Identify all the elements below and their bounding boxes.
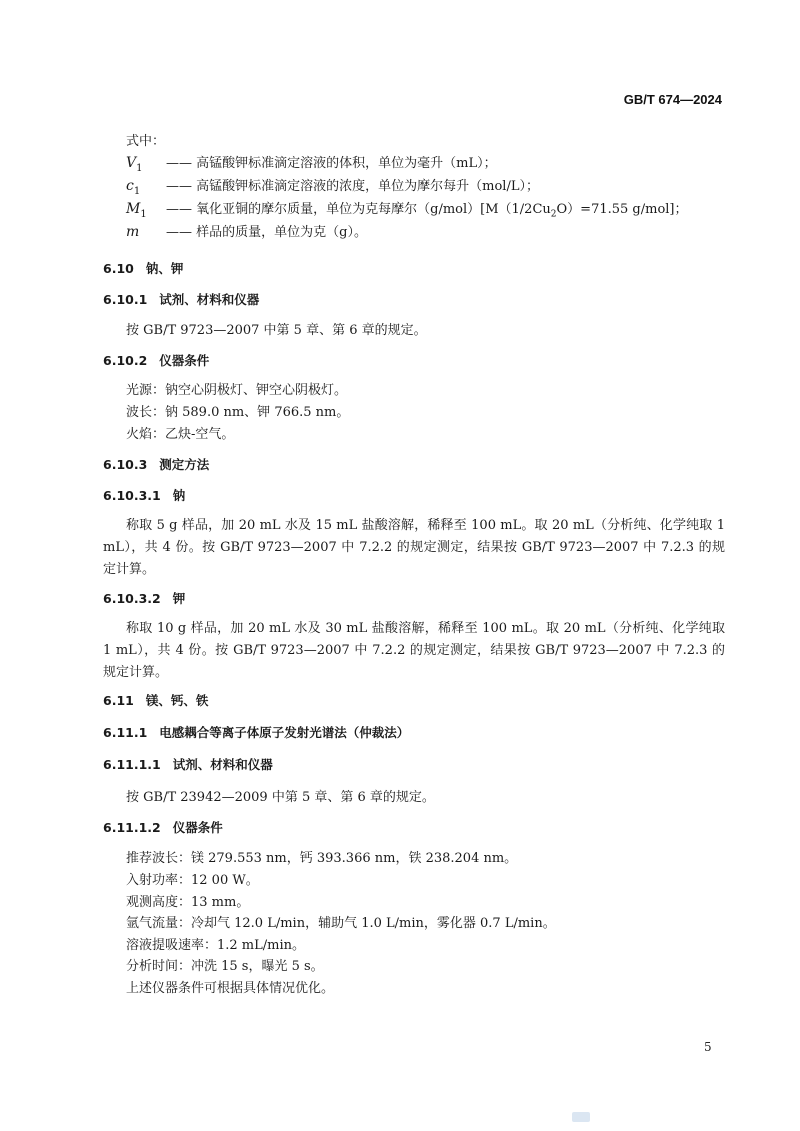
legend-item-m bbox=[103, 221, 725, 244]
paragraph-6-10-3-1: 称取 5 g 样品，加 20 mL 水及 15 mL 盐酸溶解，稀释至 100 mL。取 20 mL（分析纯、化学纯取 1 mL），共 4 份。按 GB/T 9723—2007 中 7.2.2 的规定测定，结果按 GB/T 9723—2007 中 7.2.3 的规定计算。 bbox=[103, 518, 725, 577]
symbol: m bbox=[126, 224, 140, 240]
heading-6-11-1: 6.11.1 电感耦合等离子体原子发射光谱法（仲裁法） bbox=[103, 725, 410, 740]
condition-line: 观测高度：13 mm。 bbox=[126, 895, 250, 910]
paragraph-6-10-3-2: 称取 10 g 样品，加 20 mL 水及 30 mL 盐酸溶解，稀释至 100 mL。取 20 mL（分析纯、化学纯取 1 mL），共 4 份。按 GB/T 9723—2007 中 7.2.2 的规定测定，结果按 GB/T 9723—2007 中 7.2.3 的规定计算。 bbox=[103, 621, 725, 680]
heading-6-10: 6.10 钠、钾 bbox=[103, 261, 184, 276]
legend-item-c1 bbox=[103, 175, 725, 198]
paragraph-6-11-1-1: 按 GB/T 23942—2009 中第 5 章、第 6 章的规定。 bbox=[126, 790, 435, 805]
symbol: $M_1$ bbox=[126, 201, 147, 220]
condition-line: 溶液提吸速率：1.2 mL/min。 bbox=[126, 938, 306, 953]
symbol-description: —— 高锰酸钾标准滴定溶液的浓度，单位为摩尔每升（mol/L）； bbox=[166, 179, 539, 194]
heading-6-10-3-1: 6.10.3.1 钠 bbox=[103, 488, 186, 503]
page-number: 5 bbox=[704, 1040, 712, 1054]
symbol-description: —— 高锰酸钾标准滴定溶液的体积，单位为毫升（mL）； bbox=[166, 156, 497, 171]
heading-6-10-2: 6.10.2 仪器条件 bbox=[103, 353, 210, 368]
standard-code: GB/T 674—2024 bbox=[623, 92, 722, 107]
condition-line: 光源：钠空心阴极灯、钾空心阴极灯。 bbox=[126, 383, 348, 398]
heading-6-10-3: 6.10.3 测定方法 bbox=[103, 457, 210, 472]
condition-line: 分析时间：冲洗 15 s，曝光 5 s。 bbox=[126, 959, 324, 974]
heading-6-10-1: 6.10.1 试剂、材料和仪器 bbox=[103, 292, 260, 307]
heading-6-11: 6.11 镁、钙、铁 bbox=[103, 693, 209, 708]
symbol-description: —— 样品的质量，单位为克（g）。 bbox=[166, 225, 367, 240]
condition-line: 波长：钠 589.0 nm、钾 766.5 nm。 bbox=[126, 405, 350, 420]
condition-line: 上述仪器条件可根据具体情况优化。 bbox=[126, 981, 335, 996]
condition-line: 氩气流量：冷却气 12.0 L/min，辅助气 1.0 L/min，雾化器 0.7 L/min。 bbox=[126, 916, 556, 931]
formula-legend bbox=[103, 132, 725, 244]
symbol: $V_1$ bbox=[126, 155, 143, 174]
symbol-description: —— 氧化亚铜的摩尔质量，单位为克每摩尔$(g/mol)[M(1/2Cu_2O)=71.55$ g/mol]； bbox=[166, 202, 688, 220]
legend-intro: 式中： bbox=[126, 134, 166, 149]
legend-item-v1 bbox=[103, 152, 725, 175]
heading-6-11-1-2: 6.11.1.2 仪器条件 bbox=[103, 820, 223, 835]
heading-6-10-3-2: 6.10.3.2 钾 bbox=[103, 591, 186, 606]
footer-logo-mark bbox=[572, 1112, 590, 1122]
condition-line: 入射功率：12 00 W。 bbox=[126, 873, 259, 888]
paragraph-6-10-1: 按 GB/T 9723—2007 中第 5 章、第 6 章的规定。 bbox=[126, 323, 427, 338]
symbol: $c_1$ bbox=[126, 178, 141, 197]
legend-item-m1 bbox=[103, 198, 725, 221]
condition-line: 推荐波长：镁 279.553 nm，钙 393.366 nm，铁 238.204 nm。 bbox=[126, 851, 518, 866]
condition-line: 火焰：乙炔-空气。 bbox=[126, 427, 235, 442]
heading-6-11-1-1: 6.11.1.1 试剂、材料和仪器 bbox=[103, 757, 273, 772]
